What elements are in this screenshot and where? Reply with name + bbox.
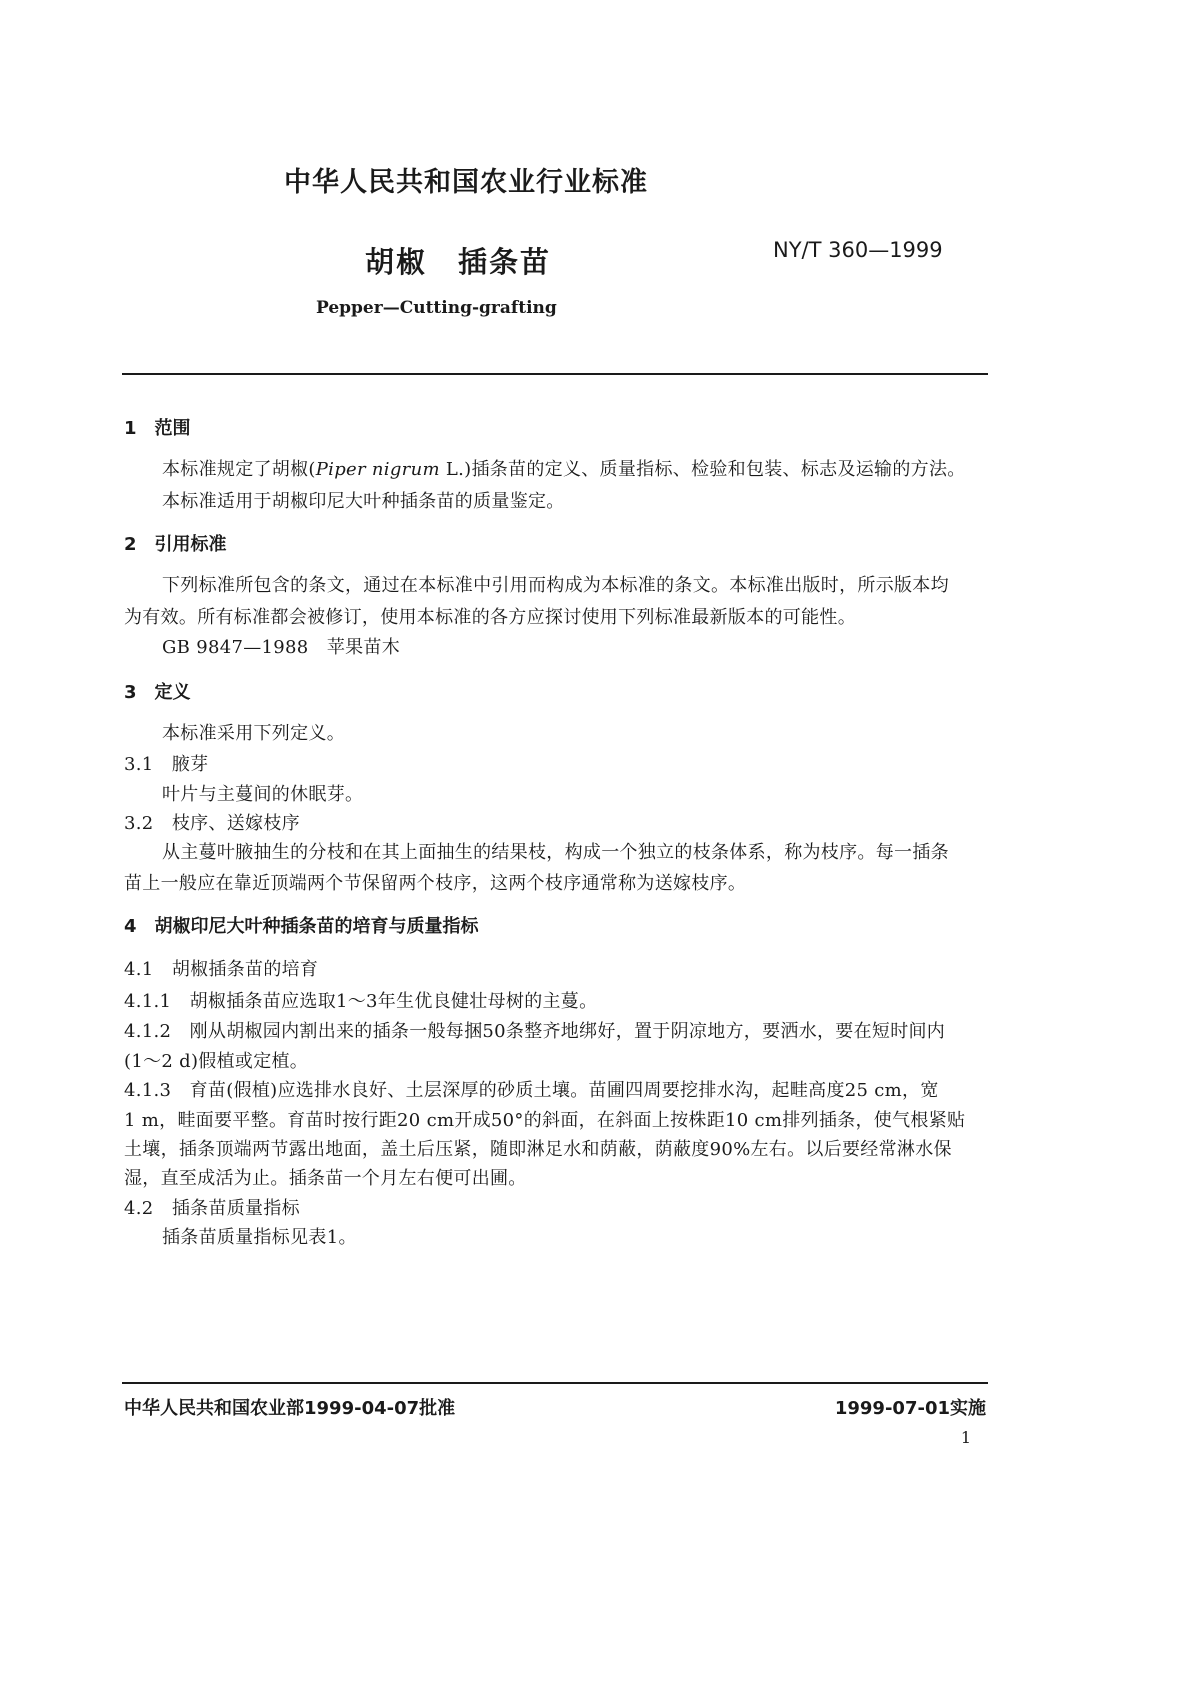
clause-4-1-3-line-2: 1 m，畦面要平整。育苗时按行距20 cm开成50°的斜面，在斜面上按株距10 cm排列插条，使气根紧贴 — [124, 1110, 966, 1131]
definition-3-1-title: 3.1 腋芽 — [124, 754, 209, 775]
subsection-4-1: 4.1 胡椒插条苗的培育 — [124, 959, 319, 980]
effective-date: 1999-07-01实施 — [834, 1398, 986, 1419]
clause-4-1-3-line-4: 湿，直至成活为止。插条苗一个月左右便可出圃。 — [124, 1168, 527, 1189]
header-rule — [122, 373, 988, 375]
clause-4-1-2-line-2: (1～2 d)假植或定植。 — [124, 1051, 309, 1072]
section-2-para-line-2: 为有效。所有标准都会被修订，使用本标准的各方应探讨使用下列标准最新版本的可能性。 — [124, 607, 856, 628]
approval-date: 中华人民共和国农业部1999-04-07批准 — [124, 1398, 456, 1419]
document-title: 胡椒 插条苗 — [365, 245, 552, 279]
clause-4-1-3-line-3: 土壤，插条顶端两节露出地面，盖土后压紧，随即淋足水和荫蔽，荫蔽度90%左右。以后要经常淋水保 — [124, 1139, 952, 1160]
subsection-4-2: 4.2 插条苗质量指标 — [124, 1198, 300, 1219]
definition-3-2-title: 3.2 枝序、送嫁枝序 — [124, 813, 300, 834]
section-3-heading: 3 定义 — [124, 682, 191, 703]
footer-rule — [122, 1382, 988, 1384]
english-subtitle: Pepper—Cutting-grafting — [316, 298, 557, 318]
standard-code: NY/T 360—1999 — [773, 238, 943, 262]
section-1-para-1: 本标准规定了胡椒(Piper nigrum L.)插条苗的定义、质量指标、检验和包装、标志及运输的方法。 — [162, 459, 966, 480]
section-2-heading: 2 引用标准 — [124, 534, 227, 555]
subsection-4-2-text: 插条苗质量指标见表1。 — [162, 1227, 357, 1248]
issuing-org-title: 中华人民共和国农业行业标准 — [284, 167, 648, 198]
clause-4-1-2-line-1: 4.1.2 刚从胡椒园内割出来的插条一般每捆50条整齐地绑好，置于阴凉地方，要洒水，要在短时间内 — [124, 1021, 946, 1042]
page-number: 1 — [960, 1428, 971, 1447]
section-1-para-2: 本标准适用于胡椒印尼大叶种插条苗的质量鉴定。 — [162, 491, 565, 512]
clause-4-1-3-line-1: 4.1.3 育苗(假植)应选排水良好、土层深厚的砂质土壤。苗圃四周要挖排水沟，起畦高度25 cm，宽 — [124, 1080, 939, 1101]
section-2-reference: GB 9847—1988 苹果苗木 — [162, 637, 401, 658]
section-1-heading: 1 范围 — [124, 418, 191, 439]
definition-3-1-text: 叶片与主蔓间的休眠芽。 — [162, 784, 364, 805]
definition-3-2-line-2: 苗上一般应在靠近顶端两个节保留两个枝序，这两个枝序通常称为送嫁枝序。 — [124, 873, 747, 894]
section-3-intro: 本标准采用下列定义。 — [162, 723, 345, 744]
section-4-heading: 4 胡椒印尼大叶种插条苗的培育与质量指标 — [124, 916, 479, 937]
clause-4-1-1: 4.1.1 胡椒插条苗应选取1～3年生优良健壮母树的主蔓。 — [124, 991, 598, 1012]
section-2-para-line-1: 下列标准所包含的条文，通过在本标准中引用而构成为本标准的条文。本标准出版时，所示版本均 — [162, 575, 949, 596]
definition-3-2-line-1: 从主蔓叶腋抽生的分枝和在其上面抽生的结果枝，构成一个独立的枝条体系，称为枝序。每一插条 — [162, 842, 949, 863]
